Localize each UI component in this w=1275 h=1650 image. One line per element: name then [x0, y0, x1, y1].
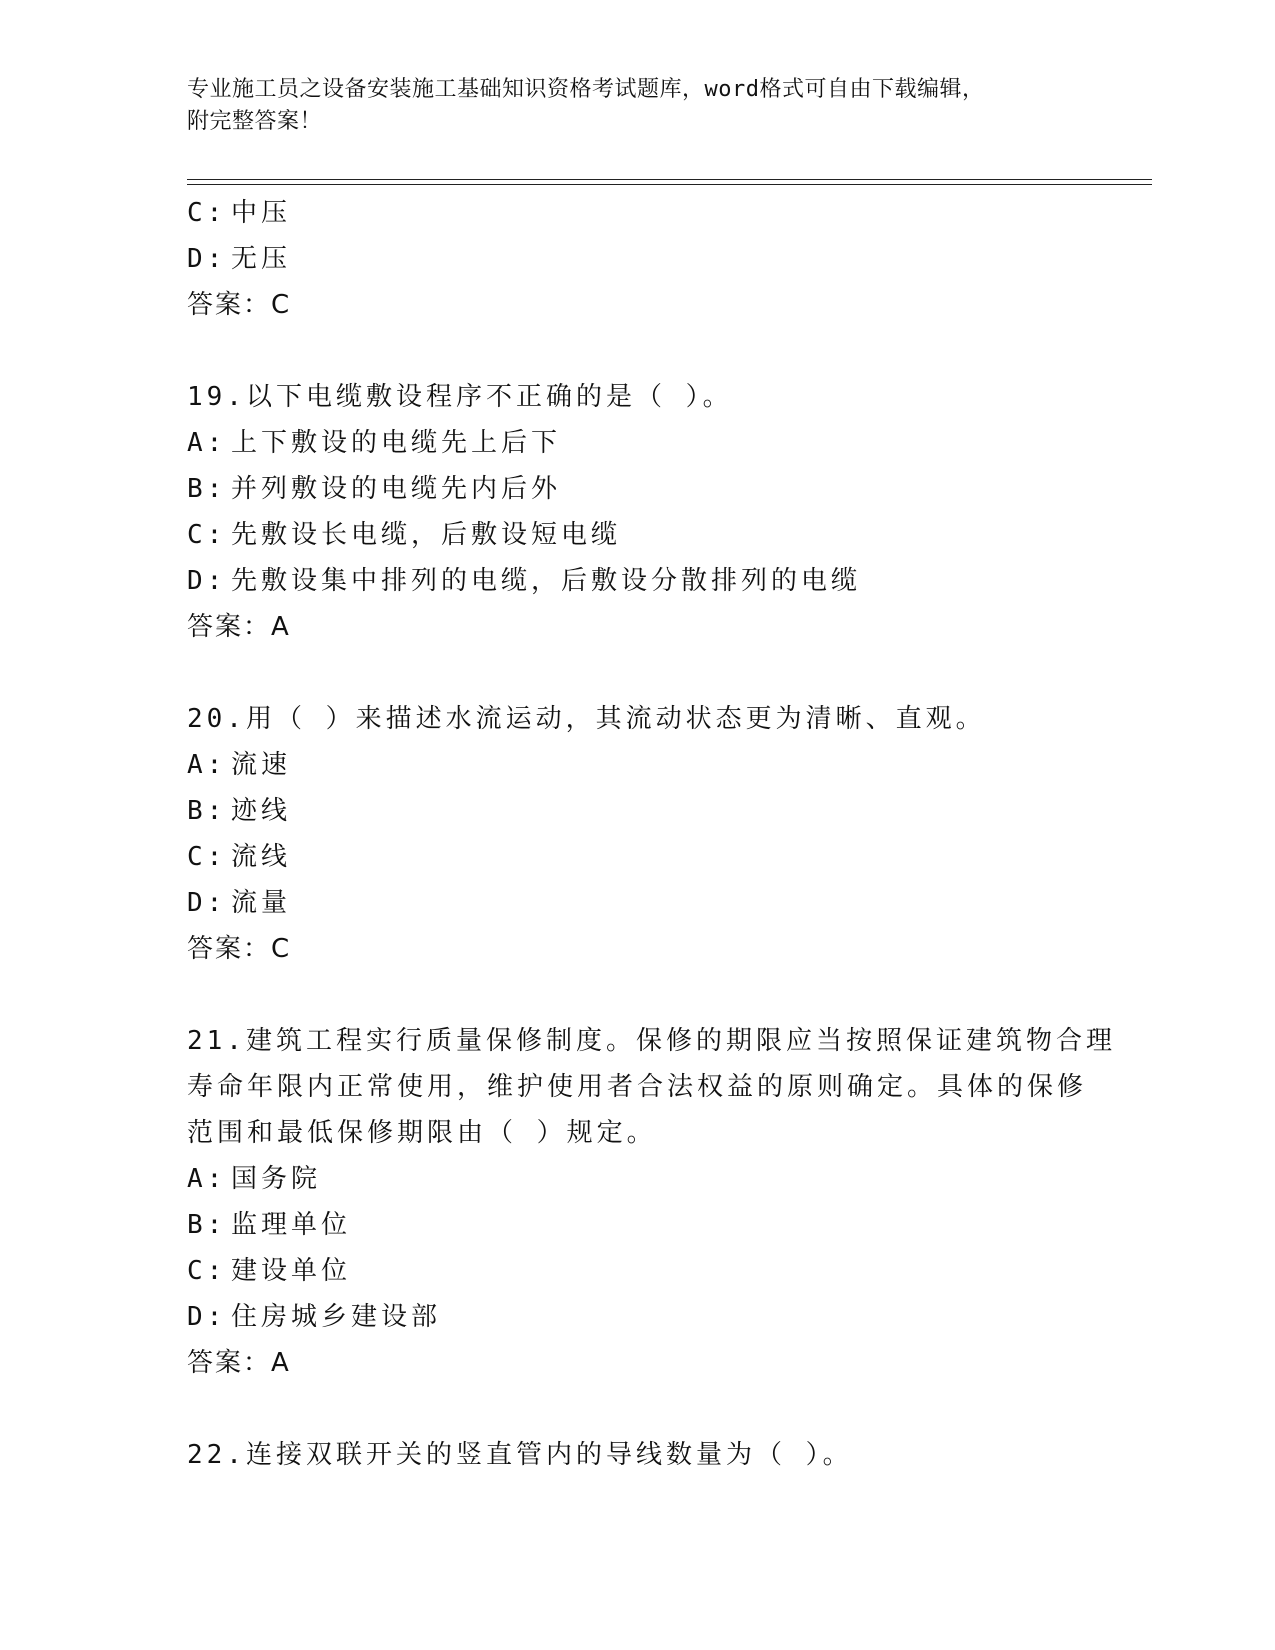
question-text: 以下电缆敷设程序不正确的是（ ）。	[245, 382, 733, 412]
question-21	[187, 1018, 1116, 1064]
option-letter: C:	[187, 842, 227, 872]
option-text: 流线	[231, 842, 292, 872]
option-text: 中压	[231, 198, 292, 228]
question-text: 用（ ）来描述水流运动，其流动状态更为清晰、直观。	[245, 704, 986, 734]
option-a	[187, 420, 1087, 466]
option-d	[187, 880, 1087, 926]
spacer	[187, 650, 1087, 696]
header-line-1: 专业施工员之设备安装施工基础知识资格考试题库，word格式可自由下载编辑，	[187, 77, 985, 102]
option-text: 监理单位	[231, 1210, 352, 1240]
answer-line: 答案：A	[187, 612, 291, 642]
question-number: 20.	[187, 704, 246, 734]
option-b	[187, 1202, 1087, 1248]
question-20	[187, 696, 1087, 742]
option-text: 迹线	[231, 796, 292, 826]
option-d	[187, 236, 1087, 282]
option-text: 上下敷设的电缆先上后下	[231, 428, 562, 458]
option-letter: B:	[187, 1210, 227, 1240]
spacer	[187, 328, 1087, 374]
option-letter: D:	[187, 888, 227, 918]
option-b	[187, 788, 1087, 834]
answer-line: 答案：C	[187, 290, 292, 320]
option-letter: C:	[187, 198, 227, 228]
option-text: 建设单位	[231, 1256, 352, 1286]
question-19	[187, 374, 1087, 420]
question-number: 21.	[187, 1026, 246, 1056]
spacer	[187, 972, 1087, 1018]
option-b	[187, 466, 1087, 512]
question-number: 19.	[187, 382, 246, 412]
option-letter: A:	[187, 750, 227, 780]
question-22	[187, 1432, 1087, 1478]
question-list	[187, 190, 1116, 1478]
option-letter: C:	[187, 520, 227, 550]
question-number: 22.	[187, 1440, 246, 1470]
document-header	[187, 74, 1107, 138]
header-line-2: 附完整答案！	[187, 109, 323, 134]
option-letter: A:	[187, 428, 227, 458]
question-text-line-1: 建筑工程实行质量保修制度。保修的期限应当按照保证建筑物合理	[245, 1026, 1116, 1056]
option-c	[187, 190, 1087, 236]
question-text-line-2: 寿命年限内正常使用，维护使用者合法权益的原则确定。具体的保修	[187, 1072, 1088, 1102]
option-letter: D:	[187, 1302, 227, 1332]
option-letter: B:	[187, 474, 227, 504]
option-text: 无压	[231, 244, 292, 274]
question-text: 连接双联开关的竖直管内的导线数量为（ ）。	[245, 1440, 853, 1470]
option-text: 国务院	[231, 1164, 322, 1194]
spacer	[187, 1386, 1087, 1432]
option-letter: D:	[187, 566, 227, 596]
option-text: 并列敷设的电缆先内后外	[231, 474, 562, 504]
option-d	[187, 558, 1087, 604]
option-letter: B:	[187, 796, 227, 826]
header-divider-bottom	[187, 184, 1152, 185]
option-letter: D:	[187, 244, 227, 274]
answer-line: 答案：A	[187, 1348, 291, 1378]
option-text: 住房城乡建设部	[231, 1302, 442, 1332]
option-c	[187, 834, 1087, 880]
header-divider-top	[187, 179, 1152, 180]
answer-line: 答案：C	[187, 934, 292, 964]
option-c	[187, 512, 1087, 558]
option-d	[187, 1294, 1087, 1340]
option-letter: A:	[187, 1164, 227, 1194]
option-letter: C:	[187, 1256, 227, 1286]
option-text: 先敷设集中排列的电缆，后敷设分散排列的电缆	[231, 566, 862, 596]
option-a	[187, 1156, 1087, 1202]
option-text: 流速	[231, 750, 292, 780]
option-c	[187, 1248, 1087, 1294]
option-text: 先敷设长电缆，后敷设短电缆	[231, 520, 622, 550]
option-text: 流量	[231, 888, 292, 918]
option-a	[187, 742, 1087, 788]
question-text-line-3: 范围和最低保修期限由（ ）规定。	[187, 1118, 657, 1148]
